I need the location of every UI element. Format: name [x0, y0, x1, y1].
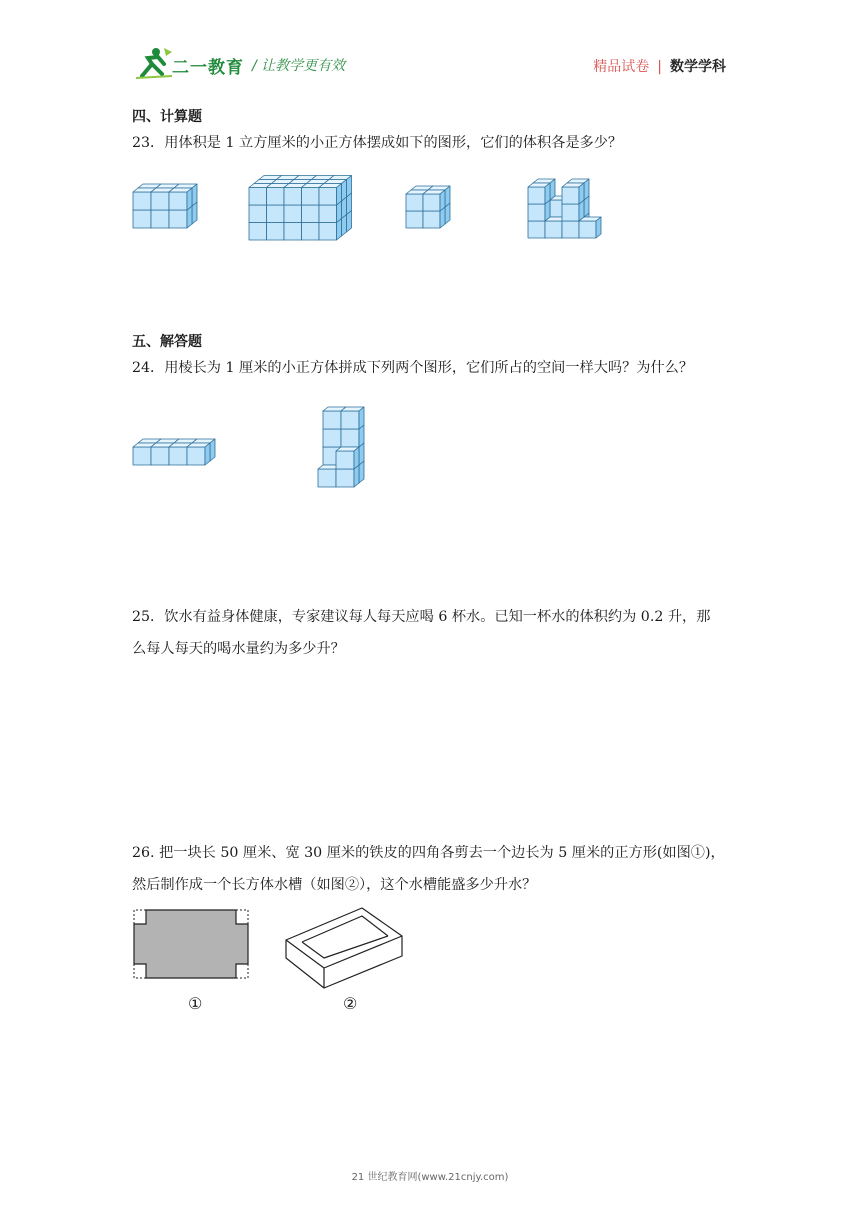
cube-side-face: [579, 183, 584, 204]
cube-side-face: [545, 183, 550, 204]
cube-front-face: [406, 194, 423, 211]
cube-front-face: [267, 205, 285, 223]
section-title-answer: 五、解答题: [132, 334, 202, 350]
cube-front-face: [169, 447, 187, 465]
cube-side-face: [354, 447, 359, 469]
cube-front-face: [133, 192, 151, 210]
question-26-line1: 26. 把一块长 50 厘米、宽 30 厘米的铁皮的四角各剪去一个边长为 5 厘米的正方形(如图①)，: [132, 845, 725, 861]
cube-front-face: [406, 211, 423, 228]
cube-front-face: [423, 211, 440, 228]
cube-side-face: [187, 188, 192, 210]
cube-front-face: [249, 223, 267, 241]
cube-side-face: [342, 180, 347, 202]
header-subject: 数学学科: [670, 59, 726, 75]
cube-front-face: [528, 221, 545, 238]
water-tank-figure: [284, 906, 406, 994]
cube-front-face: [249, 205, 267, 223]
cube-front-face: [169, 210, 187, 228]
cube-side-face: [205, 443, 210, 465]
cube-side-face: [440, 190, 445, 211]
cube-side-face: [584, 179, 589, 200]
cube-front-face: [562, 204, 579, 221]
cube-front-face: [302, 205, 320, 223]
cube-front-face: [151, 447, 169, 465]
cube-front-face: [319, 188, 337, 206]
cube-front-face: [341, 411, 359, 429]
cube-front-face: [319, 205, 337, 223]
cube-front-face: [323, 411, 341, 429]
cube-front-face: [528, 187, 545, 204]
cube-front-face: [302, 223, 320, 241]
cube-side-face: [359, 407, 364, 429]
cube-side-face: [445, 186, 450, 207]
question-25-line2: 么每人每天的喝水量约为多少升？: [132, 641, 345, 657]
cube-side-face: [337, 184, 342, 206]
cube-front-face: [545, 221, 562, 238]
section-title-calc: 四、计算题: [132, 109, 202, 125]
cube-front-face: [267, 223, 285, 241]
cube-front-face: [151, 192, 169, 210]
cube-front-face: [562, 221, 579, 238]
cube-front-face: [318, 469, 336, 487]
header-category: 精品试卷: [593, 59, 650, 75]
page-footer: 21 世纪教育网(www.21cnjy.com): [351, 1172, 509, 1183]
figure-1-label: ①: [188, 994, 203, 1013]
iron-sheet-figure: [132, 908, 252, 980]
cube-front-face: [579, 221, 596, 238]
header-separator: |: [657, 59, 662, 75]
question-23: 23．用体积是 1 立方厘米的小正方体摆成如下的图形，它们的体积各是多少？: [132, 135, 623, 151]
cube-side-face: [210, 439, 215, 461]
cube-side-face: [347, 176, 352, 198]
cube-front-face: [319, 223, 337, 241]
cube-front-face: [284, 205, 302, 223]
cube-front-face: [133, 447, 151, 465]
cube-front-face: [249, 188, 267, 206]
figure-2-label: ②: [343, 994, 358, 1013]
cube-front-face: [133, 210, 151, 228]
cube-front-face: [341, 429, 359, 447]
cube-front-face: [302, 188, 320, 206]
cube-front-face: [423, 194, 440, 211]
cube-front-face: [323, 429, 341, 447]
question-24: 24．用棱长为 1 厘米的小正方体拼成下列两个图形，它们所占的空间一样大吗？为什么？: [132, 360, 694, 376]
cube-front-face: [284, 188, 302, 206]
cube-front-face: [187, 447, 205, 465]
question-25-line1: 25．饮水有益身体健康，专家建议每人每天应喝 6 杯水。已知一杯水的体积约为 0.2 升，那: [132, 609, 711, 625]
cube-front-face: [336, 469, 354, 487]
logo-text: 二一教育: [172, 58, 244, 78]
cube-front-face: [528, 204, 545, 221]
cube-front-face: [151, 210, 169, 228]
cube-side-face: [550, 179, 555, 200]
cube-side-face: [192, 184, 197, 206]
question-26-line2: 然后制作成一个长方体水槽（如图②），这个水槽能盛多少升水？: [132, 877, 537, 893]
cube-front-face: [267, 188, 285, 206]
cube-front-face: [562, 187, 579, 204]
cube-front-face: [169, 192, 187, 210]
cube-front-face: [336, 451, 354, 469]
slogan: / 让教学更有效: [252, 58, 346, 74]
cube-front-face: [284, 223, 302, 241]
cube-side-face: [596, 217, 601, 238]
